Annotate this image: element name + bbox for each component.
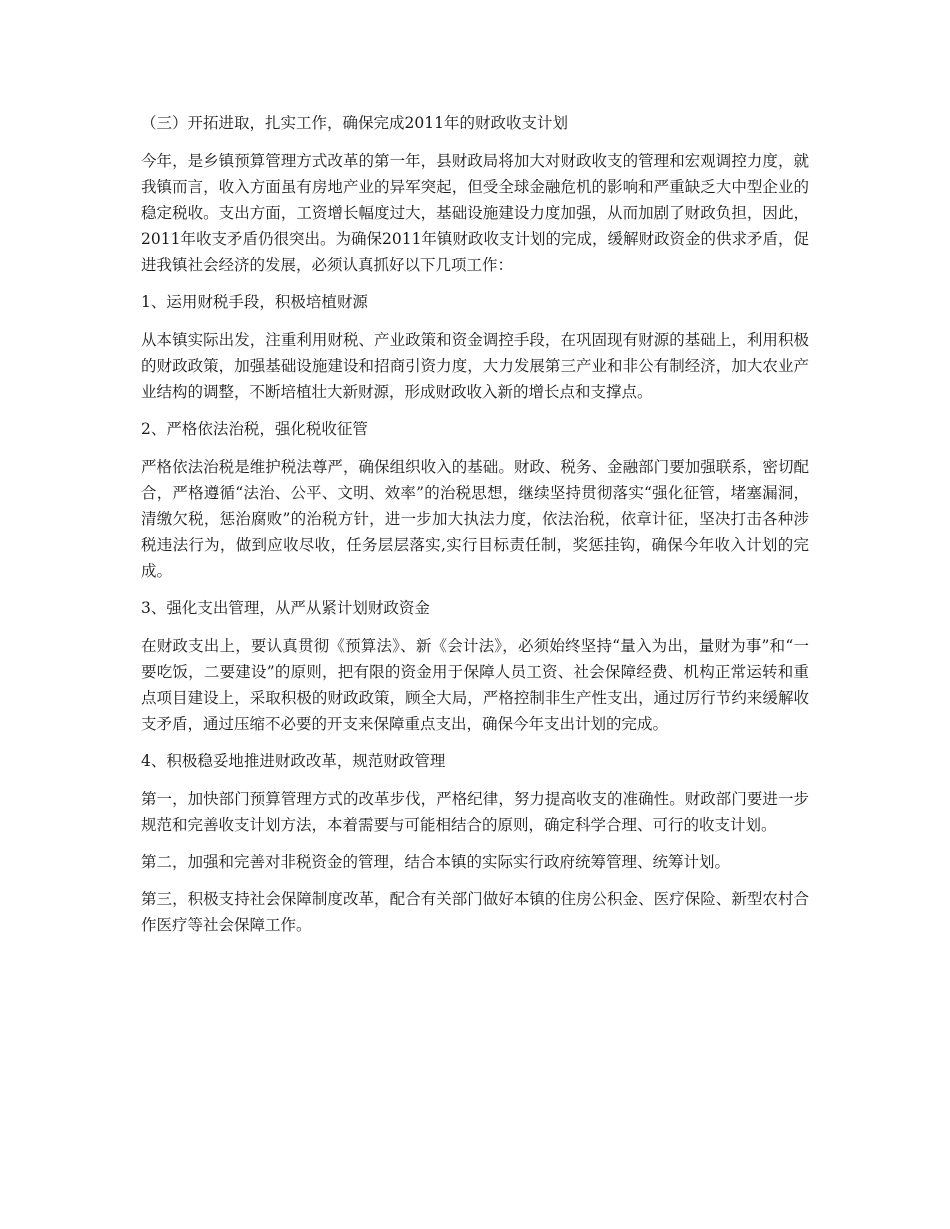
item4-title: 4、积极稳妥地推进财政改革，规范财政管理 bbox=[141, 752, 446, 770]
item4-paragraph-1: 第一，加快部门预算管理方式的改革步伐，严格纪律，努力提高收支的准确性。财政部门要进一步规范和完善收支计划方法，本着需要与可能相结合的原则，确定科学合理、可行的收支计划。 bbox=[141, 790, 809, 834]
intro-paragraph: 今年，是乡镇预算管理方式改革的第一年，县财政局将加大对财政收支的管理和宏观调控力度，就我镇而言，收入方面虽有房地产业的异军突起，但受全球金融危机的影响和严重缺乏大中型企业的稳定税收。支出方面，工资增长幅度过大，基础设施建设力度加强，从而加剧了财政负担，因此，2011年收支矛盾仍很突出。为确保2011年镇财政收支计划的完成，缓解财政资金的供求矛盾，促进我镇社会经济的发展，必须认真抓好以下几项工作： bbox=[141, 152, 809, 274]
item4-paragraph-2: 第二，加强和完善对非税资金的管理，结合本镇的实际实行政府统筹管理、统筹计划。 bbox=[141, 853, 731, 871]
item1-body: 从本镇实际出发，注重利用财税、产业政策和资金调控手段，在巩固现有财源的基础上，利用积极的财政政策，加强基础设施建设和招商引资力度，大力发展第三产业和非公有制经济，加大农业产业结构的调整，不断培植壮大新财源，形成财政收入新的增长点和支撑点。 bbox=[141, 331, 809, 401]
section-title: （三）开拓进取，扎实工作，确保完成2011年的财政收支计划 bbox=[141, 114, 568, 132]
item1-title: 1、运用财税手段，积极培植财源 bbox=[141, 293, 368, 311]
item4-paragraph-3: 第三，积极支持社会保障制度改革，配合有关部门做好本镇的住房公积金、医疗保险、新型农村合作医疗等社会保障工作。 bbox=[141, 890, 809, 934]
item2-title: 2、严格依法治税，强化税收征管 bbox=[141, 420, 368, 438]
document-page bbox=[141, 110, 809, 949]
item3-title: 3、强化支出管理，从严从紧计划财政资金 bbox=[141, 599, 430, 617]
item2-body: 严格依法治税是维护税法尊严，确保组织收入的基础。财政、税务、金融部门要加强联系，密切配合，严格遵循“法治、公平、文明、效率”的治税思想，继续坚持贯彻落实“强化征管，堵塞漏洞，清缴欠税，惩治腐败”的治税方针，进一步加大执法力度，依法治税，依章计征，坚决打击各种涉税违法行为，做到应收尽收，任务层层落实,实行目标责任制，奖惩挂钩，确保今年收入计划的完成。 bbox=[141, 458, 809, 580]
item3-body: 在财政支出上，要认真贯彻《预算法》、新《会计法》，必须始终坚持“量入为出，量财为事”和“一要吃饭，二要建设”的原则，把有限的资金用于保障人员工资、社会保障经费、机构正常运转和重点项目建设上，采取积极的财政政策，顾全大局，严格控制非生产性支出，通过厉行节约来缓解收支矛盾，通过压缩不必要的开支来保障重点支出，确保今年支出计划的完成。 bbox=[141, 637, 809, 733]
